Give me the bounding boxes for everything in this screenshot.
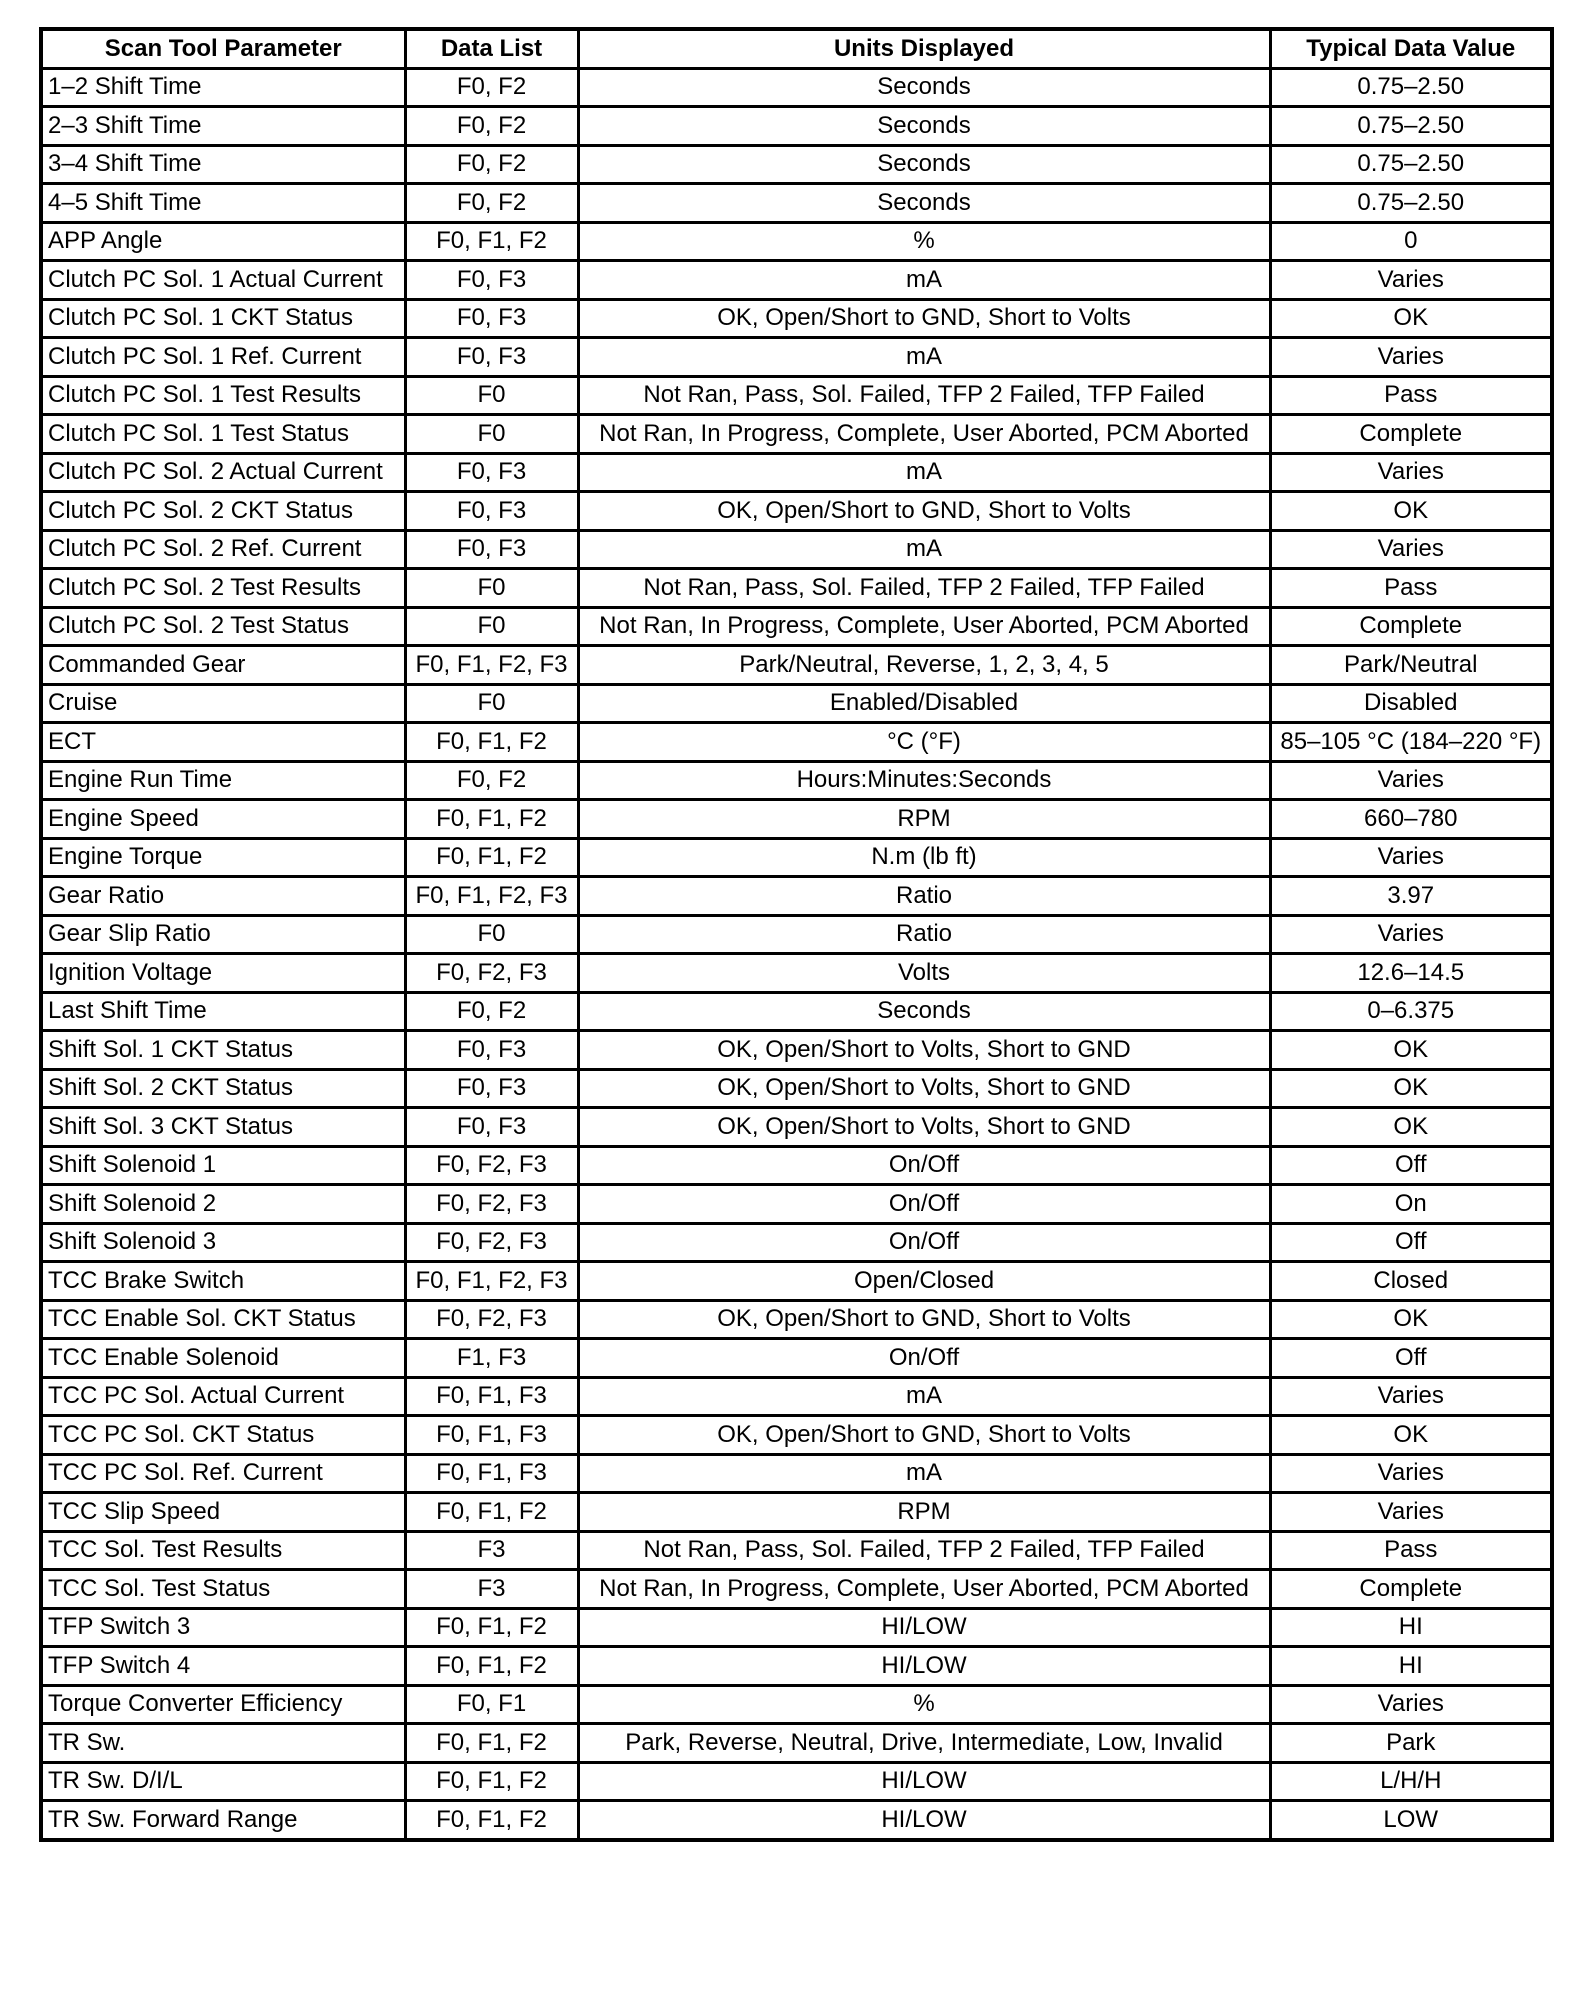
cell-data-list: F0 bbox=[405, 415, 578, 454]
cell-units: mA bbox=[578, 1377, 1270, 1416]
cell-units: Seconds bbox=[578, 107, 1270, 146]
cell-typical-value: LOW bbox=[1270, 1801, 1552, 1840]
cell-data-list: F0, F2 bbox=[405, 68, 578, 107]
cell-parameter: 1–2 Shift Time bbox=[41, 68, 405, 107]
cell-units: On/Off bbox=[578, 1223, 1270, 1262]
table-row bbox=[41, 415, 1552, 454]
cell-typical-value: Park/Neutral bbox=[1270, 646, 1552, 685]
cell-units: Ratio bbox=[578, 915, 1270, 954]
table-row bbox=[41, 569, 1552, 608]
table-row bbox=[41, 1377, 1552, 1416]
cell-data-list: F3 bbox=[405, 1531, 578, 1570]
table-row bbox=[41, 915, 1552, 954]
table-row bbox=[41, 1801, 1552, 1840]
cell-units: On/Off bbox=[578, 1185, 1270, 1224]
table-row bbox=[41, 877, 1552, 916]
cell-parameter: TCC PC Sol. CKT Status bbox=[41, 1416, 405, 1455]
cell-typical-value: Varies bbox=[1270, 530, 1552, 569]
cell-typical-value: HI bbox=[1270, 1608, 1552, 1647]
table-row bbox=[41, 1300, 1552, 1339]
header-data-list: Data List bbox=[405, 29, 578, 68]
cell-parameter: Engine Speed bbox=[41, 800, 405, 839]
table-row bbox=[41, 492, 1552, 531]
cell-typical-value: OK bbox=[1270, 1031, 1552, 1070]
cell-data-list: F0, F1, F2 bbox=[405, 723, 578, 762]
cell-parameter: TR Sw. Forward Range bbox=[41, 1801, 405, 1840]
cell-units: Volts bbox=[578, 954, 1270, 993]
cell-data-list: F0, F1, F2 bbox=[405, 800, 578, 839]
cell-typical-value: Varies bbox=[1270, 1493, 1552, 1532]
cell-parameter: Clutch PC Sol. 2 Test Status bbox=[41, 607, 405, 646]
cell-units: N.m (lb ft) bbox=[578, 838, 1270, 877]
cell-parameter: TFP Switch 3 bbox=[41, 1608, 405, 1647]
cell-typical-value: OK bbox=[1270, 1416, 1552, 1455]
header-scan-tool-parameter: Scan Tool Parameter bbox=[41, 29, 405, 68]
cell-data-list: F0, F1, F2 bbox=[405, 1608, 578, 1647]
cell-parameter: Clutch PC Sol. 1 Ref. Current bbox=[41, 338, 405, 377]
cell-typical-value: 0.75–2.50 bbox=[1270, 145, 1552, 184]
cell-data-list: F0, F3 bbox=[405, 453, 578, 492]
cell-typical-value: Pass bbox=[1270, 1531, 1552, 1570]
cell-typical-value: 12.6–14.5 bbox=[1270, 954, 1552, 993]
cell-parameter: TCC Sol. Test Status bbox=[41, 1570, 405, 1609]
cell-units: mA bbox=[578, 261, 1270, 300]
table-row bbox=[41, 530, 1552, 569]
cell-data-list: F0, F3 bbox=[405, 530, 578, 569]
cell-typical-value: Pass bbox=[1270, 569, 1552, 608]
cell-parameter: Shift Sol. 3 CKT Status bbox=[41, 1108, 405, 1147]
cell-data-list: F0 bbox=[405, 376, 578, 415]
cell-parameter: TCC Sol. Test Results bbox=[41, 1531, 405, 1570]
table-row bbox=[41, 1608, 1552, 1647]
cell-typical-value: OK bbox=[1270, 1108, 1552, 1147]
cell-units: Seconds bbox=[578, 992, 1270, 1031]
table-row bbox=[41, 1185, 1552, 1224]
cell-parameter: Shift Sol. 2 CKT Status bbox=[41, 1069, 405, 1108]
cell-parameter: Gear Slip Ratio bbox=[41, 915, 405, 954]
cell-data-list: F0, F1, F3 bbox=[405, 1454, 578, 1493]
cell-data-list: F0, F3 bbox=[405, 1108, 578, 1147]
cell-parameter: Torque Converter Efficiency bbox=[41, 1685, 405, 1724]
cell-parameter: TFP Switch 4 bbox=[41, 1647, 405, 1686]
table-row bbox=[41, 954, 1552, 993]
cell-units: HI/LOW bbox=[578, 1608, 1270, 1647]
cell-typical-value: Varies bbox=[1270, 761, 1552, 800]
cell-data-list: F0, F2, F3 bbox=[405, 1146, 578, 1185]
cell-data-list: F0, F1, F2 bbox=[405, 1762, 578, 1801]
cell-data-list: F0, F2, F3 bbox=[405, 1300, 578, 1339]
cell-units: mA bbox=[578, 453, 1270, 492]
cell-typical-value: Complete bbox=[1270, 1570, 1552, 1609]
cell-units: On/Off bbox=[578, 1339, 1270, 1378]
cell-units: HI/LOW bbox=[578, 1801, 1270, 1840]
cell-data-list: F1, F3 bbox=[405, 1339, 578, 1378]
cell-typical-value: 660–780 bbox=[1270, 800, 1552, 839]
cell-parameter: Clutch PC Sol. 1 Test Results bbox=[41, 376, 405, 415]
cell-data-list: F0 bbox=[405, 607, 578, 646]
cell-units: OK, Open/Short to Volts, Short to GND bbox=[578, 1069, 1270, 1108]
cell-typical-value: Complete bbox=[1270, 415, 1552, 454]
cell-units: mA bbox=[578, 530, 1270, 569]
cell-data-list: F0, F2 bbox=[405, 107, 578, 146]
cell-units: HI/LOW bbox=[578, 1647, 1270, 1686]
cell-parameter: ECT bbox=[41, 723, 405, 762]
cell-data-list: F0, F1, F2 bbox=[405, 1493, 578, 1532]
cell-typical-value: 0 bbox=[1270, 222, 1552, 261]
cell-data-list: F0, F3 bbox=[405, 492, 578, 531]
cell-typical-value: OK bbox=[1270, 1300, 1552, 1339]
cell-typical-value: Varies bbox=[1270, 838, 1552, 877]
cell-data-list: F0, F2 bbox=[405, 184, 578, 223]
table-row bbox=[41, 1108, 1552, 1147]
cell-parameter: Clutch PC Sol. 1 Test Status bbox=[41, 415, 405, 454]
cell-parameter: Cruise bbox=[41, 684, 405, 723]
cell-data-list: F0, F1, F2 bbox=[405, 1647, 578, 1686]
cell-data-list: F0, F2 bbox=[405, 992, 578, 1031]
cell-parameter: Shift Solenoid 3 bbox=[41, 1223, 405, 1262]
cell-parameter: Shift Sol. 1 CKT Status bbox=[41, 1031, 405, 1070]
table-row bbox=[41, 1069, 1552, 1108]
cell-typical-value: Pass bbox=[1270, 376, 1552, 415]
table-row bbox=[41, 800, 1552, 839]
cell-data-list: F0, F2, F3 bbox=[405, 954, 578, 993]
cell-typical-value: OK bbox=[1270, 299, 1552, 338]
cell-typical-value: 0.75–2.50 bbox=[1270, 68, 1552, 107]
cell-parameter: TCC PC Sol. Ref. Current bbox=[41, 1454, 405, 1493]
table-row bbox=[41, 607, 1552, 646]
table-row bbox=[41, 376, 1552, 415]
cell-data-list: F0, F1, F2 bbox=[405, 1724, 578, 1763]
table-row bbox=[41, 1416, 1552, 1455]
cell-parameter: TR Sw. D/I/L bbox=[41, 1762, 405, 1801]
cell-data-list: F0 bbox=[405, 569, 578, 608]
cell-typical-value: Off bbox=[1270, 1146, 1552, 1185]
cell-data-list: F0, F3 bbox=[405, 338, 578, 377]
table-row bbox=[41, 723, 1552, 762]
cell-parameter: Commanded Gear bbox=[41, 646, 405, 685]
table-row bbox=[41, 1570, 1552, 1609]
table-row bbox=[41, 1146, 1552, 1185]
table-row bbox=[41, 838, 1552, 877]
cell-units: Enabled/Disabled bbox=[578, 684, 1270, 723]
cell-typical-value: Closed bbox=[1270, 1262, 1552, 1301]
cell-data-list: F0, F2, F3 bbox=[405, 1223, 578, 1262]
table-row bbox=[41, 299, 1552, 338]
cell-parameter: APP Angle bbox=[41, 222, 405, 261]
cell-units: Not Ran, In Progress, Complete, User Aborted, PCM Aborted bbox=[578, 607, 1270, 646]
table-row bbox=[41, 1262, 1552, 1301]
cell-units: Seconds bbox=[578, 145, 1270, 184]
cell-units: Not Ran, In Progress, Complete, User Aborted, PCM Aborted bbox=[578, 415, 1270, 454]
cell-typical-value: On bbox=[1270, 1185, 1552, 1224]
cell-units: Park/Neutral, Reverse, 1, 2, 3, 4, 5 bbox=[578, 646, 1270, 685]
cell-parameter: 3–4 Shift Time bbox=[41, 145, 405, 184]
cell-data-list: F0, F2 bbox=[405, 145, 578, 184]
table-row bbox=[41, 184, 1552, 223]
cell-data-list: F0 bbox=[405, 684, 578, 723]
cell-units: OK, Open/Short to GND, Short to Volts bbox=[578, 492, 1270, 531]
cell-units: Hours:Minutes:Seconds bbox=[578, 761, 1270, 800]
table-header-row bbox=[41, 29, 1552, 68]
table-row bbox=[41, 1454, 1552, 1493]
cell-typical-value: OK bbox=[1270, 1069, 1552, 1108]
cell-data-list: F0, F1 bbox=[405, 1685, 578, 1724]
cell-units: Not Ran, Pass, Sol. Failed, TFP 2 Failed, TFP Failed bbox=[578, 376, 1270, 415]
cell-parameter: Engine Run Time bbox=[41, 761, 405, 800]
cell-data-list: F0, F1, F2 bbox=[405, 838, 578, 877]
cell-typical-value: Varies bbox=[1270, 1377, 1552, 1416]
cell-parameter: TCC Brake Switch bbox=[41, 1262, 405, 1301]
cell-parameter: Shift Solenoid 1 bbox=[41, 1146, 405, 1185]
table-row bbox=[41, 145, 1552, 184]
table-row bbox=[41, 761, 1552, 800]
cell-data-list: F0, F1, F3 bbox=[405, 1416, 578, 1455]
cell-data-list: F0, F1, F2 bbox=[405, 222, 578, 261]
scan-tool-data-table bbox=[39, 27, 1554, 1842]
table-row bbox=[41, 1762, 1552, 1801]
cell-data-list: F3 bbox=[405, 1570, 578, 1609]
cell-data-list: F0, F1, F2 bbox=[405, 1801, 578, 1840]
cell-units: OK, Open/Short to GND, Short to Volts bbox=[578, 1300, 1270, 1339]
cell-data-list: F0, F1, F2, F3 bbox=[405, 646, 578, 685]
cell-data-list: F0, F3 bbox=[405, 261, 578, 300]
cell-typical-value: 0.75–2.50 bbox=[1270, 107, 1552, 146]
table-row bbox=[41, 261, 1552, 300]
cell-units: Park, Reverse, Neutral, Drive, Intermediate, Low, Invalid bbox=[578, 1724, 1270, 1763]
cell-typical-value: Varies bbox=[1270, 1685, 1552, 1724]
cell-parameter: Ignition Voltage bbox=[41, 954, 405, 993]
cell-typical-value: 3.97 bbox=[1270, 877, 1552, 916]
cell-parameter: Clutch PC Sol. 2 Test Results bbox=[41, 569, 405, 608]
cell-data-list: F0 bbox=[405, 915, 578, 954]
table-row bbox=[41, 1724, 1552, 1763]
cell-units: OK, Open/Short to Volts, Short to GND bbox=[578, 1108, 1270, 1147]
header-units-displayed: Units Displayed bbox=[578, 29, 1270, 68]
cell-data-list: F0, F2, F3 bbox=[405, 1185, 578, 1224]
cell-parameter: TCC Enable Solenoid bbox=[41, 1339, 405, 1378]
cell-parameter: TCC Enable Sol. CKT Status bbox=[41, 1300, 405, 1339]
cell-parameter: Shift Solenoid 2 bbox=[41, 1185, 405, 1224]
table-row bbox=[41, 222, 1552, 261]
cell-typical-value: Varies bbox=[1270, 1454, 1552, 1493]
cell-units: Not Ran, Pass, Sol. Failed, TFP 2 Failed, TFP Failed bbox=[578, 569, 1270, 608]
cell-data-list: F0, F3 bbox=[405, 1031, 578, 1070]
cell-data-list: F0, F1, F2, F3 bbox=[405, 1262, 578, 1301]
table-row bbox=[41, 684, 1552, 723]
cell-typical-value: 85–105 °C (184–220 °F) bbox=[1270, 723, 1552, 762]
cell-data-list: F0, F1, F2, F3 bbox=[405, 877, 578, 916]
cell-data-list: F0, F3 bbox=[405, 1069, 578, 1108]
cell-units: Not Ran, Pass, Sol. Failed, TFP 2 Failed, TFP Failed bbox=[578, 1531, 1270, 1570]
table-row bbox=[41, 1339, 1552, 1378]
table-row bbox=[41, 1531, 1552, 1570]
cell-typical-value: Varies bbox=[1270, 338, 1552, 377]
cell-typical-value: 0–6.375 bbox=[1270, 992, 1552, 1031]
cell-units: Open/Closed bbox=[578, 1262, 1270, 1301]
table-body bbox=[41, 68, 1552, 1840]
cell-typical-value: Off bbox=[1270, 1339, 1552, 1378]
cell-parameter: Last Shift Time bbox=[41, 992, 405, 1031]
cell-units: mA bbox=[578, 1454, 1270, 1493]
cell-typical-value: Complete bbox=[1270, 607, 1552, 646]
cell-units: Seconds bbox=[578, 184, 1270, 223]
cell-parameter: Clutch PC Sol. 2 Actual Current bbox=[41, 453, 405, 492]
cell-parameter: Clutch PC Sol. 1 Actual Current bbox=[41, 261, 405, 300]
table-row bbox=[41, 1223, 1552, 1262]
header-typical-data-value: Typical Data Value bbox=[1270, 29, 1552, 68]
table-row bbox=[41, 1685, 1552, 1724]
cell-units: OK, Open/Short to GND, Short to Volts bbox=[578, 299, 1270, 338]
table-row bbox=[41, 992, 1552, 1031]
cell-units: mA bbox=[578, 338, 1270, 377]
cell-units: Seconds bbox=[578, 68, 1270, 107]
cell-parameter: Clutch PC Sol. 2 CKT Status bbox=[41, 492, 405, 531]
cell-data-list: F0, F1, F3 bbox=[405, 1377, 578, 1416]
cell-units: OK, Open/Short to Volts, Short to GND bbox=[578, 1031, 1270, 1070]
cell-units: °C (°F) bbox=[578, 723, 1270, 762]
cell-parameter: Clutch PC Sol. 2 Ref. Current bbox=[41, 530, 405, 569]
cell-parameter: Engine Torque bbox=[41, 838, 405, 877]
table-row bbox=[41, 1647, 1552, 1686]
table-row bbox=[41, 646, 1552, 685]
cell-typical-value: L/H/H bbox=[1270, 1762, 1552, 1801]
cell-typical-value: Varies bbox=[1270, 261, 1552, 300]
cell-typical-value: Off bbox=[1270, 1223, 1552, 1262]
cell-units: On/Off bbox=[578, 1146, 1270, 1185]
table-row bbox=[41, 1031, 1552, 1070]
cell-units: Ratio bbox=[578, 877, 1270, 916]
table-row bbox=[41, 1493, 1552, 1532]
cell-units: % bbox=[578, 1685, 1270, 1724]
cell-data-list: F0, F2 bbox=[405, 761, 578, 800]
table-row bbox=[41, 68, 1552, 107]
cell-typical-value: HI bbox=[1270, 1647, 1552, 1686]
cell-units: RPM bbox=[578, 1493, 1270, 1532]
cell-units: OK, Open/Short to GND, Short to Volts bbox=[578, 1416, 1270, 1455]
cell-typical-value: 0.75–2.50 bbox=[1270, 184, 1552, 223]
cell-data-list: F0, F3 bbox=[405, 299, 578, 338]
table-row bbox=[41, 338, 1552, 377]
cell-typical-value: Varies bbox=[1270, 453, 1552, 492]
cell-units: RPM bbox=[578, 800, 1270, 839]
cell-parameter: 2–3 Shift Time bbox=[41, 107, 405, 146]
cell-units: Not Ran, In Progress, Complete, User Aborted, PCM Aborted bbox=[578, 1570, 1270, 1609]
cell-units: % bbox=[578, 222, 1270, 261]
cell-typical-value: Disabled bbox=[1270, 684, 1552, 723]
cell-parameter: Clutch PC Sol. 1 CKT Status bbox=[41, 299, 405, 338]
cell-parameter: 4–5 Shift Time bbox=[41, 184, 405, 223]
cell-typical-value: Varies bbox=[1270, 915, 1552, 954]
cell-parameter: TR Sw. bbox=[41, 1724, 405, 1763]
cell-parameter: TCC Slip Speed bbox=[41, 1493, 405, 1532]
table-row bbox=[41, 107, 1552, 146]
cell-typical-value: Park bbox=[1270, 1724, 1552, 1763]
cell-parameter: Gear Ratio bbox=[41, 877, 405, 916]
cell-units: HI/LOW bbox=[578, 1762, 1270, 1801]
cell-typical-value: OK bbox=[1270, 492, 1552, 531]
table-row bbox=[41, 453, 1552, 492]
cell-parameter: TCC PC Sol. Actual Current bbox=[41, 1377, 405, 1416]
